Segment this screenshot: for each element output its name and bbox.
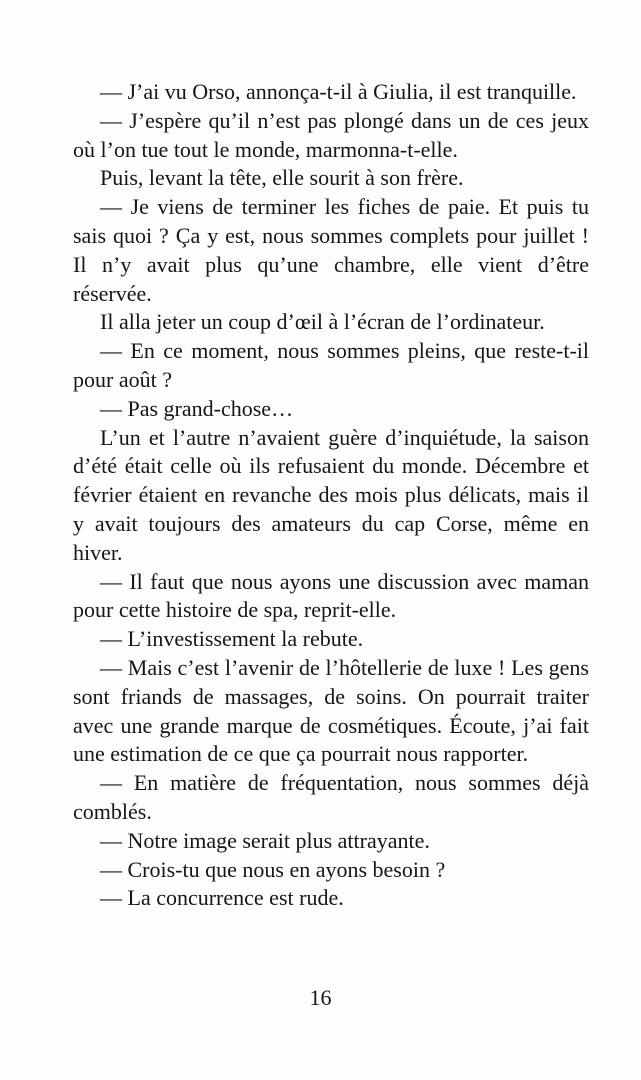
paragraph: — Mais c’est l’avenir de l’hôtellerie de luxe ! Les gens sont friands de massages, de soins. On pourrait traiter avec une grande marque de cosmétiques. Écoute, j’ai fait une estimation de ce que ça pourrait nous rapporter. (73, 654, 589, 767)
paragraph: — J’espère qu’il n’est pas plongé dans un de ces jeux où l’on tue tout le monde, marmonna-t-elle. (73, 107, 589, 162)
paragraph: — La concurrence est rude. (100, 885, 344, 911)
paragraph: — Crois-tu que nous en ayons besoin ? (100, 856, 446, 882)
paragraph: — Pas grand-chose… (100, 395, 294, 421)
paragraph: L’un et l’autre n’avaient guère d’inquiétude, la saison d’été était celle où ils refusaient du monde. Décembre et février étaient en revanche des mois plus délicats, mais il y avait toujours des amateurs du cap Corse, même en hiver. (73, 424, 589, 565)
page-number: 16 (309, 985, 332, 1010)
paragraph: — J’ai vu Orso, annonça-t-il à Giulia, il est tranquille. (100, 79, 577, 104)
paragraph: — En ce moment, nous sommes pleins, que reste-t-il pour août ? (73, 338, 589, 392)
paragraph: — L’investissement la rebute. (100, 626, 364, 652)
page-text (73, 78, 589, 913)
paragraph: — Je viens de terminer les fiches de paie. Et puis tu sais quoi ? Ça y est, nous sommes complets pour juillet ! Il n’y avait plus qu’une chambre, elle vient d’être réservée. (73, 194, 589, 306)
paragraph: — Il faut que nous ayons une discussion avec maman pour cette histoire de spa, reprit-elle. (73, 568, 589, 623)
paragraph: Puis, levant la tête, elle sourit à son frère. (100, 165, 464, 191)
paragraph: — Notre image serait plus attrayante. (100, 827, 430, 853)
paragraph: — En matière de fréquentation, nous sommes déjà comblés. (73, 770, 589, 824)
paragraph: Il alla jeter un coup d’œil à l’écran de l’ordinateur. (100, 309, 545, 335)
